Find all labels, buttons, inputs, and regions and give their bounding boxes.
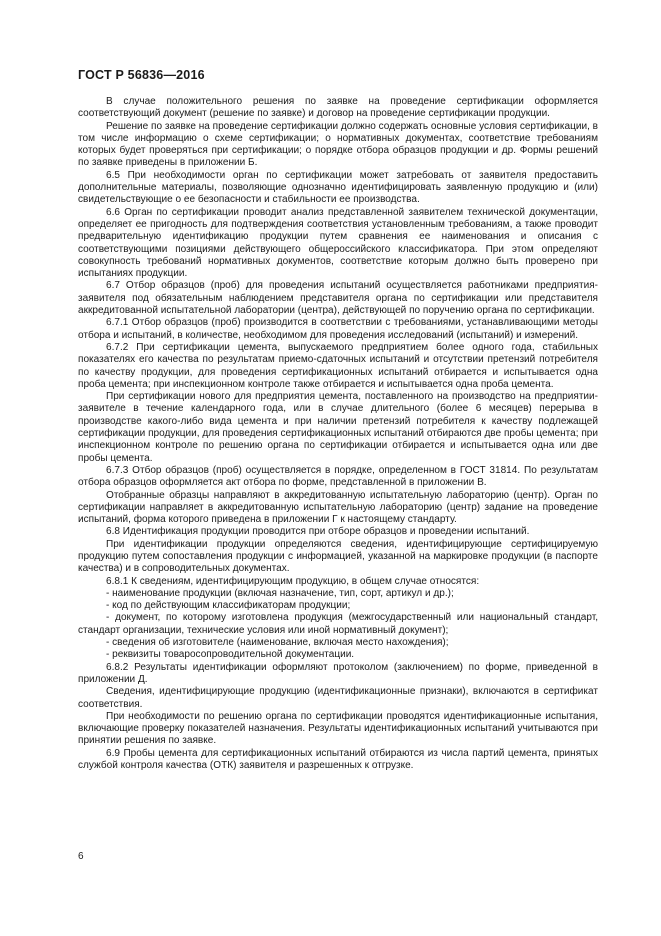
list-item: - реквизиты товаросопроводительной документации.: [106, 649, 355, 661]
list-item: - код по действующим классификаторам продукции;: [106, 600, 351, 612]
paragraph: При сертификации нового для предприятия цемента, поставленного на производство на предприятии-заявителе в течение календарного года, или в случае длительного (более 6 месяцев) перерыва в производстве какого-либо вида цемента и при наличии претензий потребителя к качеству подлежащей сертификации продукции, для проведения сертификационных испытаний отбираются две пробы цемента; при инспекционном контроле по решению органа по сертификации отбирается и испытывается одна или две пробы цемента.: [78, 391, 598, 464]
paragraph: Отобранные образцы направляют в аккредитованную испытательную лабораторию (центр). Орган по сертификации направляет в аккредитованную испытательную лабораторию (центр) задание на проведение испытаний, форма которого приведена в приложении Г к настоящему стандарту.: [78, 489, 598, 526]
clause-6-8-2: 6.8.2 Результаты идентификации оформляют протоколом (заключением) по форме, приведенной в приложении Д.: [78, 661, 598, 685]
clause-6-5: 6.5 При необходимости орган по сертификации может затребовать от заявителя предоставить дополнительные материалы, позволяющие однозначно идентифицировать заявленную продукцию и (или) свидетельствующие о ее безопасности и стабильности ее производства.: [78, 169, 598, 206]
clause-6-9: 6.9 Пробы цемента для сертификационных испытаний отбираются из числа партий цемента, принятых службой контроля качества (ОТК) заявителя и разрешенных к отгрузке.: [78, 747, 598, 772]
clause-6-6: 6.6 Орган по сертификации проводит анализ представленной заявителем технической документации, определяет ее пригодность для подтверждения соответствия установленным требованиям, а также проводит предварительную идентификацию продукции путем сравнения ее наименования и описания с соответствующими позициями действующего общероссийского классификатора. При этом определяют совокупность требований нормативных документов, соответствие которым должно быть проверено при испытаниях продукции.: [78, 206, 598, 280]
clause-6-8: 6.8 Идентификация продукции проводится при отборе образцов и проведении испытаний.: [106, 526, 530, 538]
paragraph: Решение по заявке на проведение сертификации должно содержать основные условия сертификации, в том числе информацию о схеме сертификации; о нормативных документах, соответствие требованиям которых будет проверяться при сертификации; о порядке отбора образцов продукции и др. Формы решений по заявке приведены в приложении Б.: [78, 120, 598, 169]
paragraph: Сведения, идентифицирующие продукцию (идентификационные признаки), включаются в сертификат соответствия.: [78, 686, 598, 710]
clause-6-8-1: 6.8.1 К сведениям, идентифицирующим продукцию, в общем случае относятся:: [106, 575, 480, 587]
clause-6-7-3: 6.7.3 Отбор образцов (проб) осуществляется в порядке, определенном в ГОСТ 31814. По результатам отбора образцов оформляется акт отбора по форме, представленной в приложении В.: [78, 464, 598, 489]
list-item: - наименование продукции (включая назначение, тип, сорт, артикул и др.);: [106, 587, 454, 599]
list-item: - сведения об изготовителе (наименование, включая место нахождения);: [106, 637, 449, 649]
paragraph: При идентификации продукции определяются сведения, идентифицирующие сертифицируемую продукцию путем сопоставления продукции с информацией, указанной на маркировке продукции (в паспорте качества) и в сопроводительных документах.: [78, 538, 598, 575]
clause-6-7-2: 6.7.2 При сертификации цемента, выпускаемого предприятием более одного года, стабильных показателях его качества по результатам приемо-сдаточных испытаний и отсутствии претензий потребителя по качеству продукции, для проведения сертификационных испытаний отбирается и испытывается одна проба цемента; при инспекционном контроле также отбирается и испытывается одна проба цемента.: [78, 341, 598, 390]
page-number: 6: [78, 851, 84, 862]
clause-6-7-1: 6.7.1 Отбор образцов (проб) производится в соответствии с требованиями, устанавливающими методы отбора и испытаний, в количестве, необходимом для проведения исследований (испытаний) и измерений.: [78, 317, 598, 341]
clause-6-7: 6.7 Отбор образцов (проб) для проведения испытаний осуществляется работниками предприятия-заявителя под обязательным наблюдением представителя органа по сертификации или представителя аккредитованной испытательной лаборатории (центра), действующей по поручению органа по сертификации.: [78, 280, 598, 317]
document-body: [78, 96, 598, 772]
paragraph: В случае положительного решения по заявке на проведение сертификации оформляется соответствующий документ (решение по заявке) и договор на проведение сертификации продукции.: [78, 96, 598, 120]
standard-header: ГОСТ Р 56836—2016: [78, 68, 205, 82]
list-item: - документ, по которому изготовлена продукция (межгосударственный или национальный стандарт, стандарт организации, технические условия или иной нормативный документ);: [78, 612, 598, 636]
paragraph: При необходимости по решению органа по сертификации проводятся идентификационные испытания, включающие проверку показателей назначения. Результаты идентификационных испытаний учитываются при принятии решения по заявке.: [78, 710, 598, 747]
